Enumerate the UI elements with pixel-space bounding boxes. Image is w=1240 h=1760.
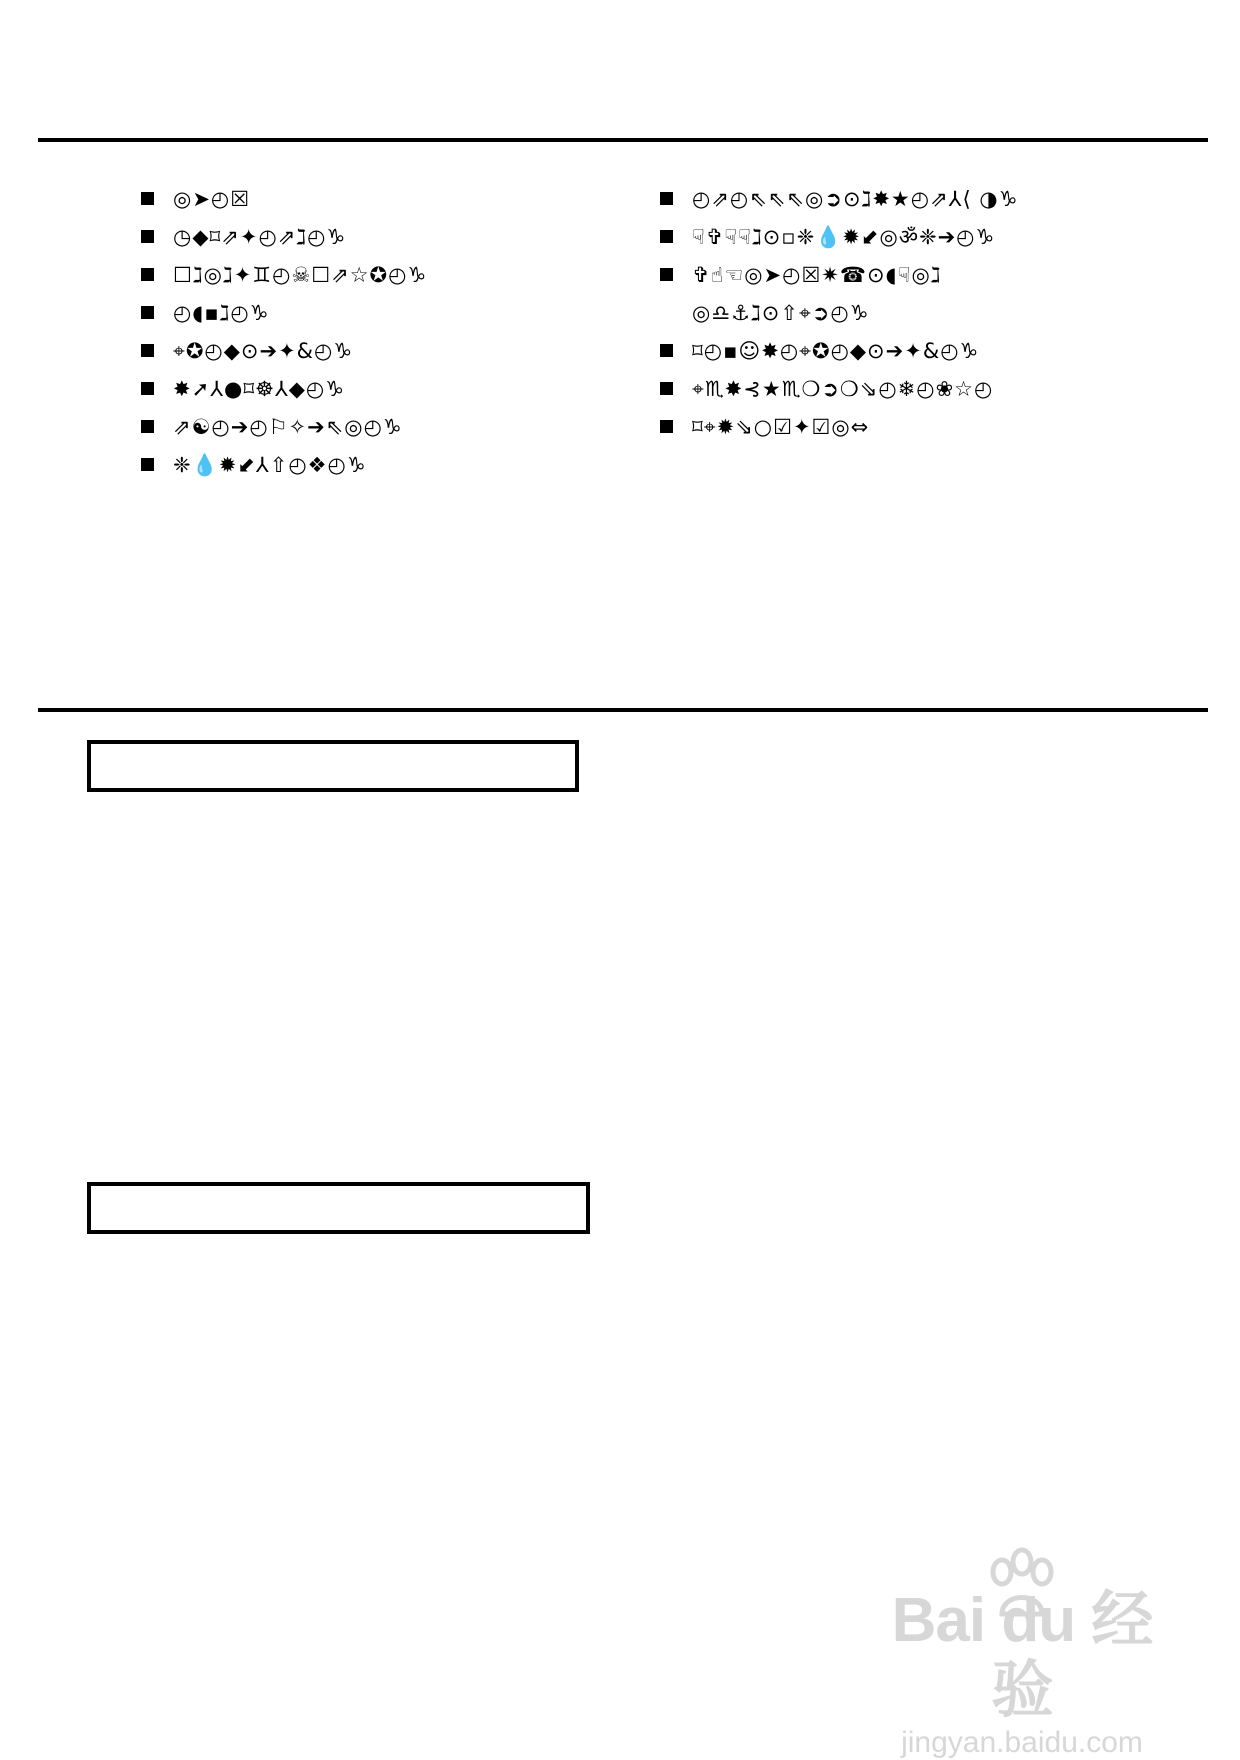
- symbol-text: ◴◖▪ℷ◴♑: [173, 301, 270, 325]
- bullet-icon: [660, 382, 673, 395]
- symbol-text: ⌑⌖✹⇘○☑✦☑◎⇔: [692, 415, 870, 439]
- empty-text-box-2: [87, 1182, 590, 1234]
- list-item-continuation: [660, 294, 1120, 332]
- list-item: [660, 218, 1020, 256]
- symbol-list-left: [141, 180, 591, 484]
- watermark-url: jingyan.baidu.com: [901, 1726, 1143, 1759]
- symbol-text: ⌖✪◴◆⊙➔✦&◴♑: [173, 339, 354, 363]
- bullet-icon: [141, 382, 154, 395]
- symbol-list-right: [660, 180, 1120, 446]
- symbol-text: ☐ℷ◎ℷ✦♊◴☠☐⇗☆✪◴♑: [173, 263, 428, 287]
- list-item: [660, 256, 1020, 294]
- symbol-text: ⌑◴▪☺✸◴⌖✪◴◆⊙➔✦&◴♑: [692, 339, 980, 363]
- list-item: [141, 180, 591, 218]
- symbol-text: ☟✞☟☟ℷ⊙▫❈💧✹⬋◎ॐ❈➔◴♑: [692, 225, 996, 249]
- bullet-icon: [660, 344, 673, 357]
- middle-rule: [38, 708, 1208, 712]
- symbol-text: ✸➚⅄●⌑☸⅄◆◴♑: [173, 377, 346, 401]
- list-item: [660, 180, 1120, 218]
- bullet-icon: [141, 420, 154, 433]
- symbol-text: ❈💧✹⬋⅄⇧◴❖◴♑: [173, 453, 367, 477]
- bullet-icon: [141, 458, 154, 471]
- bullet-icon: [141, 306, 154, 319]
- bullet-icon: [660, 230, 673, 243]
- watermark: [872, 1542, 1172, 1759]
- bullet-icon: [660, 192, 673, 205]
- symbol-text: ✞☝☜◎➤◴☒✷☎⊙◖☟◎ℷ: [692, 263, 942, 287]
- list-item: [141, 294, 591, 332]
- list-item: [660, 408, 1120, 446]
- list-item: [660, 370, 1020, 408]
- symbol-text: ◎♎⚓ℷ⊙⇧⌖➲◴♑: [692, 301, 870, 325]
- bullet-icon: [660, 420, 673, 433]
- bullet-icon: [141, 268, 154, 281]
- symbol-text: ⇗☯◴➔◴⚐✧➔⇖◎◴♑: [173, 415, 403, 439]
- list-item: [660, 332, 1020, 370]
- bullet-icon: [141, 230, 154, 243]
- top-rule: [38, 138, 1208, 142]
- symbol-text: ⌖♏✸⊰★♏❍➲❍⇘◴❄◴❀☆◴: [692, 377, 994, 401]
- list-item: [141, 332, 591, 370]
- bullet-icon: [141, 192, 154, 205]
- paw-icon: [972, 1542, 1072, 1622]
- symbol-text: ◎➤◴☒: [173, 187, 251, 211]
- empty-text-box-1: [87, 740, 579, 792]
- list-item: [141, 218, 591, 256]
- symbol-text: ◷◆⌑⇗✦◴⇗ℷ◴♑: [173, 225, 347, 249]
- list-item: [141, 408, 591, 446]
- list-item: [141, 446, 591, 484]
- symbol-text: ◴⇗◴⇖⇖⇖◎➲⊙ℷ✸★◴⇗⅄⟨ ◑♑: [692, 187, 1019, 211]
- list-item: [141, 370, 591, 408]
- bullet-icon: [141, 344, 154, 357]
- bullet-icon: [660, 268, 673, 281]
- list-item: [141, 256, 591, 294]
- watermark-logo: Bai du 经验: [891, 1586, 1153, 1725]
